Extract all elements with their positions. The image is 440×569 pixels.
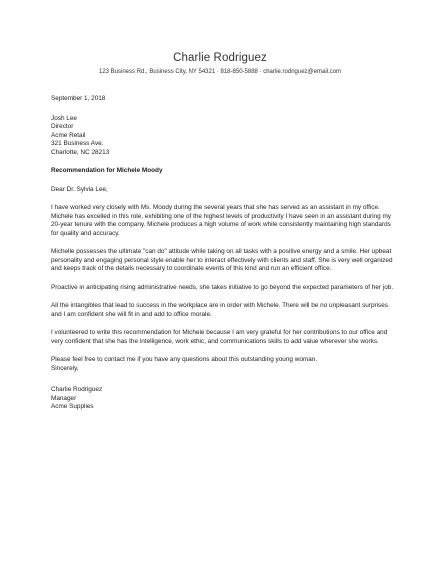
letter-subject: Recommendation for Michele Moody (51, 167, 163, 174)
body-paragraph: Please feel free to contact me if you have any questions about this outstanding young woman. (51, 356, 318, 363)
body-paragraph: Michelle possesses the ultimate "can do" attitude while taking on all tasks with a positive energy and a smile. Her upbeat personality and engaging personal style enable her to interact effectively with clients and staff. She is very well organized and keeps track of the details necessary to coordinate events of this kind and run an efficient office. (51, 248, 393, 272)
sender-name: Charlie Rodriguez (173, 52, 267, 64)
letterhead (0, 52, 440, 75)
recipient-line: Acme Retail (51, 131, 86, 139)
body-paragraph: I have worked very closely with Ms. Moody during the several years that she has served as an assistant in my office. Michele has excelled in this role, exhibiting one of the highest levels of productivity I have seen in an assistant during my 20-year tenure with the company. Michele produces a high volume of work while consistently maintaining high standards for quality and accuracy. (51, 204, 391, 237)
letter-body (51, 95, 396, 412)
recipient-line: Director (51, 123, 74, 130)
letter-date: September 1, 2018 (51, 95, 106, 102)
signature-block (51, 386, 396, 412)
body-paragraph: All the intangibles that lead to success in the workplace are in order with Michele. There will be no unpleasant surprises and I am confident she will fit in and add to office morale. (51, 302, 388, 318)
body-paragraph: I volunteered to write this recommendation for Michele because I am very grateful for her contributions to our office and very confident that she has the intelligence, work ethic, and communications skills to add value wherever she works. (51, 329, 388, 345)
closing: Sincerely, (51, 364, 79, 372)
recipient-address (51, 115, 396, 158)
recipient-line: 321 Business Ave. (51, 140, 104, 147)
recipient-line: Josh Lee (51, 114, 77, 122)
salutation: Dear Dr. Sylvia Lee, (51, 185, 108, 193)
signature-line: Acme Supplies (51, 403, 94, 410)
body-paragraph: Proactive in anticipating rising administrative needs, she takes initiative to go beyond the expected parameters of her job. (51, 283, 394, 291)
sender-contact: 123 Business Rd., Business City, NY 54321 · 818-850-5888 · charlie.rodriguez@email.com (99, 69, 341, 75)
signature-line: Charlie Rodriguez (51, 386, 103, 393)
recipient-line: Charlotte, NC 28213 (51, 148, 110, 156)
signature-line: Manager (51, 394, 77, 402)
